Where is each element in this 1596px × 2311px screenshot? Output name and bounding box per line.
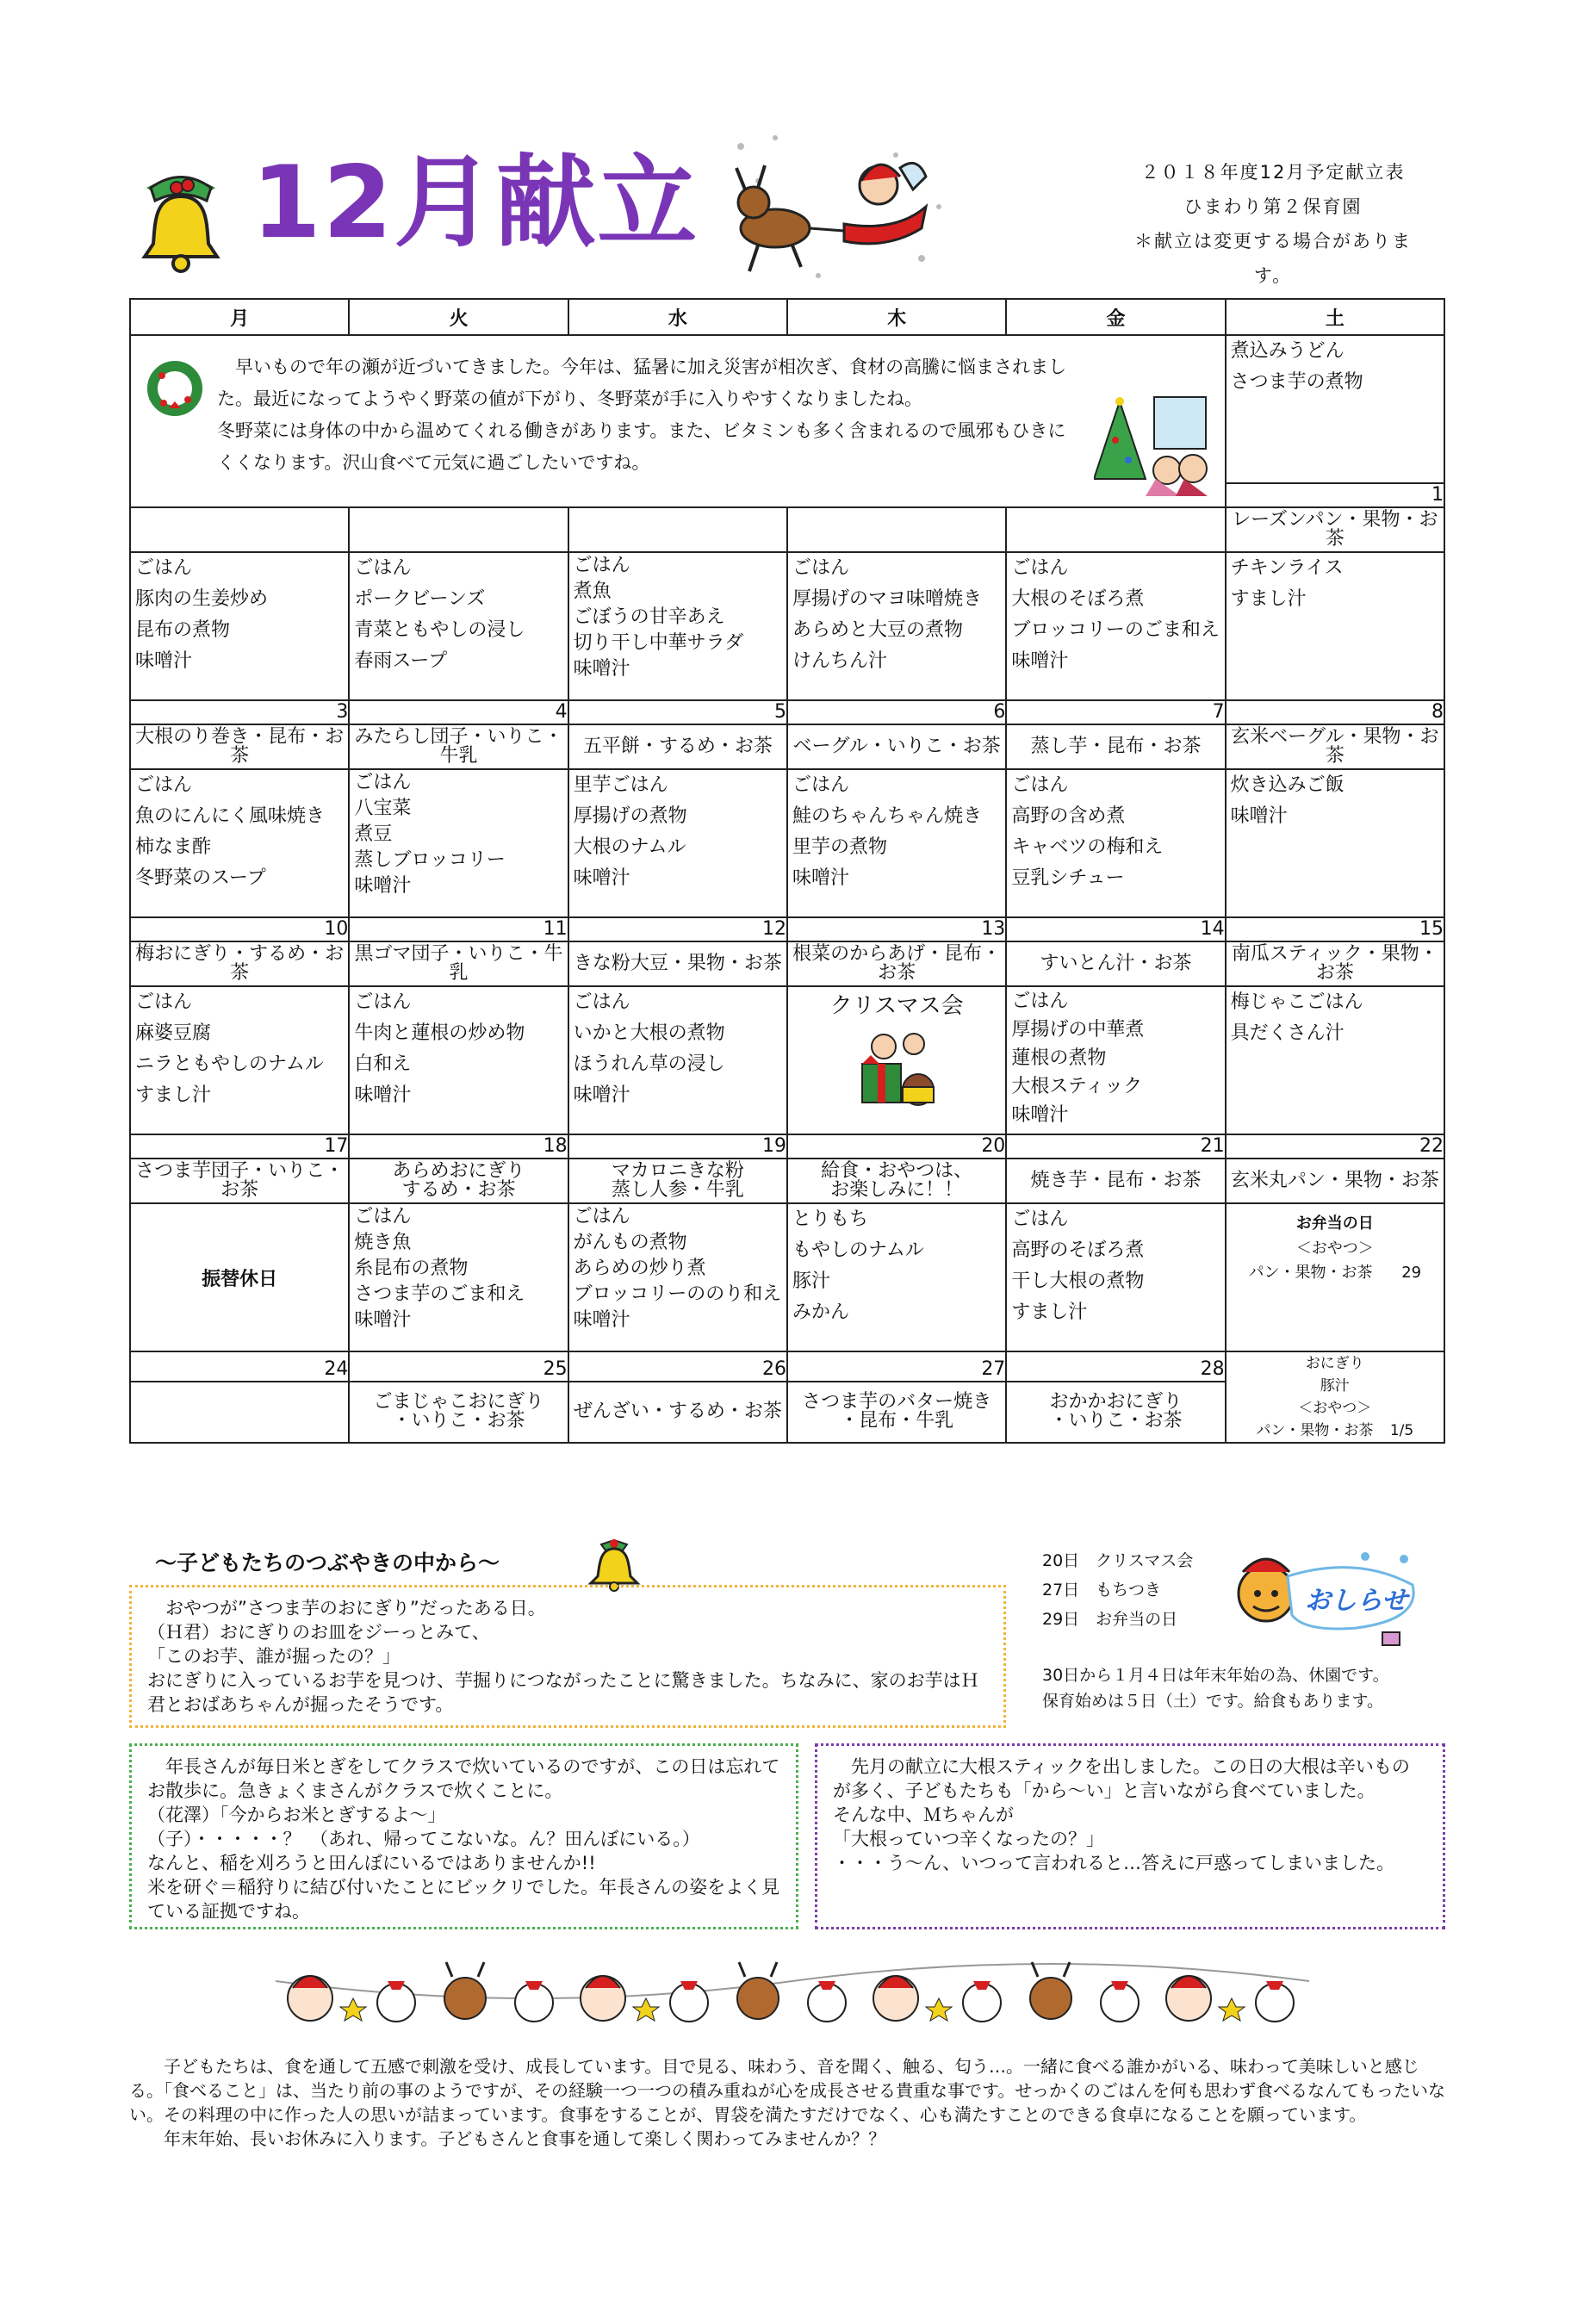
fiscal-year-label: ２０１８年度12月予定献立表	[1140, 162, 1406, 183]
menu-item: がんもの煮物	[573, 1232, 687, 1253]
snack-cell: 梅おにぎり・するめ・お茶	[130, 941, 349, 986]
snack-cell: おかかおにぎり ・いりこ・お茶	[1006, 1382, 1225, 1444]
event-item: 20日 クリスマス会	[1042, 1551, 1194, 1570]
empty-snack-cell	[349, 507, 568, 552]
menu-change-note: ＊献立は変更する場合があります。	[1134, 231, 1412, 286]
oshirase-label: おしらせ	[1305, 1586, 1408, 1616]
weekday-sat: 土	[1226, 299, 1444, 335]
week-1-date-row	[130, 700, 1444, 724]
closing-line: 保育始めは５日（土）です。給食もあります。	[1042, 1692, 1383, 1711]
menu-item: 里芋の煮物	[792, 836, 887, 858]
weekday-tue: 火	[349, 299, 568, 335]
tweet-line: 米を研ぐ＝稲狩りに結び付いたことにビックリでした。年長さんの姿をよく見ている証拠ですね。	[147, 1877, 780, 1922]
week-4-date-row	[130, 1351, 1444, 1382]
date-number: 5	[568, 700, 787, 724]
week-3-snack-row	[130, 1159, 1444, 1203]
menu-item: 煮豆	[354, 823, 393, 845]
menu-cell-dec-1	[1226, 335, 1444, 483]
menu-cell	[349, 552, 568, 700]
menu-item: ごはん	[354, 1206, 412, 1227]
empty-snack-cell	[568, 507, 787, 552]
date-number: 24	[130, 1351, 349, 1382]
menu-item: ごはん	[1011, 991, 1069, 1012]
event-item: 27日 もちつき	[1042, 1581, 1161, 1600]
date-number: 27	[787, 1351, 1006, 1382]
menu-cell	[787, 552, 1006, 700]
week-2-date-row	[130, 917, 1444, 941]
menu-item: 牛肉と蓮根の炒め物	[354, 1022, 525, 1044]
menu-item: 味噌汁	[135, 650, 193, 672]
menu-item: 味噌汁	[573, 867, 630, 889]
date-number: 15	[1226, 917, 1444, 941]
tweet-line: （花澤）「今からお米とぎするよ～」	[147, 1805, 446, 1825]
menu-cell	[349, 986, 568, 1134]
menu-cell	[130, 769, 349, 917]
holiday-label: 振替休日	[202, 1268, 278, 1290]
date-number: 3	[130, 700, 349, 724]
date-number: 1	[1226, 483, 1444, 507]
tweet-line: 先月の献立に大根スティックを出しました。この日の大根は辛いものが多く、子どもたちも「から～い」と言いながら食べていました。	[833, 1756, 1410, 1801]
snack-cell: ベーグル・いりこ・お茶	[787, 724, 1006, 769]
menu-calendar	[129, 298, 1445, 1444]
menu-item: すまし汁	[1230, 588, 1307, 610]
menu-item: 高野のそぼろ煮	[1011, 1239, 1145, 1261]
menu-item: ごはん	[792, 557, 849, 579]
menu-cell	[349, 769, 568, 917]
menu-item: 味噌汁	[573, 1309, 630, 1331]
wreath-icon	[145, 358, 205, 424]
menu-item: 焼き魚	[354, 1232, 412, 1253]
menu-item: 八宝菜	[354, 798, 412, 819]
menu-item: ブロッコリーのごま和え	[1011, 619, 1220, 641]
menu-item: 魚のにんにく風味焼き	[135, 805, 326, 827]
menu-cell	[787, 1203, 1006, 1351]
jan-5-snack: パン・果物・お茶	[1256, 1422, 1374, 1439]
menu-item: キャベツの梅和え	[1011, 836, 1164, 858]
menu-item: 厚揚げの中華煮	[1011, 1019, 1145, 1041]
date-number: 7	[1006, 700, 1225, 724]
snack-cell: きな粉大豆・果物・お茶	[568, 941, 787, 986]
menu-item: ごはん	[354, 772, 412, 793]
menu-item: ごはん	[354, 991, 412, 1013]
weekday-thu: 木	[787, 299, 1006, 335]
date-number: 28	[1006, 1351, 1225, 1382]
header-info	[1118, 155, 1428, 293]
snack-cell: さつま芋のバター焼き ・昆布・牛乳	[787, 1382, 1006, 1444]
menu-item: ブロッコリーののり和え	[573, 1283, 782, 1305]
date-number: 25	[349, 1351, 568, 1382]
menu-item: 白和え	[354, 1053, 412, 1075]
snack-cell: ごまじゃこおにぎり ・いりこ・お茶	[349, 1382, 568, 1444]
footer-paragraph: 子どもたちは、食を通して五感で刺激を受け、成長しています。目で見る、味わう、音を聞く、触る、匂う…。一緒に食べる誰かがいる、味わって美味しいと感じる。「食べること」は、当たり前の事のようですが、その経験一つ一つの積み重ねが心を成長させる貴重な事です。せっかくのごはんを何も思わず食べるなんてもったいない。その料理の中に作った人の思いが詰まっています。食事をすることが、胃袋を満たすだけでなく、心も満たすことのできる食卓になることを願っています。	[129, 2056, 1445, 2125]
menu-cell	[568, 986, 787, 1134]
footer-paragraph: 年末年始、長いお休みに入ります。子どもさんと食事を通して楽しく関わってみませんか？？	[164, 2128, 886, 2149]
week-1-snack-row	[130, 724, 1444, 769]
menu-item: あらめと大豆の煮物	[792, 619, 963, 641]
tweet-line: （子）・・・・・？ （あれ、帰ってこないな。ん？田んぼにいる。）	[147, 1829, 700, 1849]
empty-snack-cell	[130, 1382, 349, 1444]
snack-cell: あらめおにぎり するめ・お茶	[349, 1159, 568, 1203]
week-1-menu-row	[130, 552, 1444, 700]
snack-cell: ぜんざい・するめ・お茶	[568, 1382, 787, 1444]
menu-item: 糸昆布の煮物	[354, 1258, 469, 1279]
intro-text	[131, 336, 1225, 479]
weekday-header-row	[130, 299, 1444, 335]
menu-item: 豚汁	[792, 1270, 830, 1292]
oshirase-badge	[1227, 1546, 1425, 1649]
date-number: 13	[787, 917, 1006, 941]
tweet-line: 年長さんが毎日米とぎをしてクラスで炊いているのですが、この日は忘れてお散歩に。急きょくまさんがクラスで炊くことに。	[147, 1756, 780, 1801]
weekday-mon: 月	[130, 299, 349, 335]
date-number: 22	[1226, 1134, 1444, 1159]
oyatsu-label: ＜おやつ＞	[1298, 1400, 1372, 1417]
menu-item: ごはん	[573, 1206, 630, 1227]
menu-item: ごはん	[1011, 774, 1069, 796]
tweet-line: ・・・う～ん、いつって言われると…答えに戸惑ってしまいました。	[833, 1853, 1395, 1873]
date-number: 20	[787, 1134, 1006, 1159]
oyatsu-label: ＜おやつ＞	[1295, 1239, 1374, 1258]
snack-cell: マカロニきな粉 蒸し人参・牛乳	[568, 1159, 787, 1203]
menu-item: 蒸しブロッコリー	[354, 849, 506, 871]
empty-snack-cell	[1006, 507, 1225, 552]
tweet-box-1	[129, 1585, 1006, 1728]
date-number: 19	[568, 1134, 787, 1159]
menu-cell	[1006, 769, 1225, 917]
christmas-tree-illustration	[1094, 393, 1214, 501]
menu-item: ごはん	[1011, 1208, 1069, 1230]
menu-cell	[349, 1203, 568, 1351]
tweet-line: そんな中、Ｍちゃんが	[833, 1805, 1014, 1825]
menu-item: 昆布の煮物	[135, 619, 231, 641]
date-number: 21	[1006, 1134, 1225, 1159]
menu-item: 切り干し中華サラダ	[573, 632, 744, 654]
menu-item: 味噌汁	[1230, 805, 1288, 827]
menu-item: ごぼうの甘辛あえ	[573, 606, 725, 628]
nursery-name: ひまわり第２保育園	[1183, 196, 1363, 217]
closing-notice	[1042, 1662, 1389, 1714]
menu-item: ごはん	[135, 557, 193, 579]
empty-snack-cell	[787, 507, 1006, 552]
footer-text	[129, 2054, 1445, 2151]
tweet-line: おやつが”さつま芋のおにぎり”だったある日。	[165, 1598, 546, 1618]
menu-cell	[130, 986, 349, 1134]
date-number: 17	[130, 1134, 349, 1159]
menu-item: けんちん汁	[792, 650, 887, 672]
menu-item: 大根のナムル	[573, 836, 686, 858]
menu-item: 煮込みうどん	[1230, 340, 1344, 362]
menu-item: 味噌汁	[354, 1309, 412, 1331]
menu-item: 味噌汁	[354, 1084, 412, 1106]
week-3-date-row	[130, 1134, 1444, 1159]
week-3-menu-row	[130, 986, 1444, 1134]
week-2-menu-row	[130, 769, 1444, 917]
christmas-present-illustration	[788, 1025, 1005, 1116]
menu-item: ごはん	[573, 555, 630, 576]
christmas-garland-decoration	[276, 1955, 1309, 2045]
menu-item: 鮭のちゃんちゃん焼き	[792, 805, 982, 827]
date-number: 11	[349, 917, 568, 941]
closing-line: 30日から１月４日は年末年始の為、休園です。	[1042, 1666, 1389, 1685]
menu-item: 梅じゃこごはん	[1230, 991, 1363, 1013]
date-number: 6	[787, 700, 1006, 724]
menu-item: ごはん	[135, 991, 193, 1013]
date-number: 26	[568, 1351, 787, 1382]
menu-cell	[568, 1203, 787, 1351]
menu-item: 煮魚	[573, 581, 612, 602]
menu-item: 高野の含め煮	[1011, 805, 1126, 827]
event-item: 29日 お弁当の日	[1042, 1610, 1178, 1629]
menu-item: 味噌汁	[573, 1084, 630, 1106]
intro-paragraph: 早いもので年の瀬が近づいてきました。今年は、猛暑に加え災害が相次ぎ、食材の高騰に悩まされました。最近になってようやく野菜の値が下がり、冬野菜が手に入りやすくなりましたね。	[217, 357, 1067, 409]
date-number: 12	[568, 917, 787, 941]
menu-item: ごはん	[354, 557, 412, 579]
tweet-box-3	[815, 1743, 1445, 1929]
tweet-line: 「このお芋、誰が掘ったの？」	[147, 1646, 401, 1667]
menu-item: ほうれん草の浸し	[573, 1053, 725, 1075]
menu-cell	[1006, 1203, 1225, 1351]
menu-item: 冬野菜のスープ	[135, 867, 266, 889]
tweets-heading: ～子どもたちのつぶやきの中から～	[155, 1550, 500, 1575]
menu-item: 味噌汁	[1011, 650, 1069, 672]
snack-cell: レーズンパン・果物・お茶	[1226, 507, 1444, 552]
snack-cell: 玄米ベーグル・果物・お茶	[1226, 724, 1444, 769]
menu-item: とりもち	[792, 1208, 868, 1230]
bento-day-label: お弁当の日	[1295, 1215, 1374, 1233]
menu-item: 大根スティック	[1011, 1076, 1143, 1097]
menu-item: ニラともやしのナムル	[135, 1053, 324, 1075]
menu-item: すまし汁	[135, 1084, 212, 1106]
menu-cell	[787, 769, 1006, 917]
menu-item: ごはん	[792, 774, 849, 796]
menu-cell	[1006, 986, 1225, 1134]
jan-5-menu-item: おにぎり	[1305, 1355, 1364, 1372]
bell-icon	[129, 162, 233, 277]
sat-29-snack-line	[1226, 1261, 1444, 1285]
tweet-line: 「大根っていつ辛くなったの？」	[833, 1829, 1104, 1849]
snack-cell: 焼き芋・昆布・お茶	[1006, 1159, 1225, 1203]
week-4-menu-row	[130, 1203, 1444, 1351]
date-number: 8	[1226, 700, 1444, 724]
menu-item: 干し大根の煮物	[1011, 1270, 1145, 1292]
snack-cell: 五平餅・するめ・お茶	[568, 724, 787, 769]
weekday-fri: 金	[1006, 299, 1225, 335]
snack-cell: みたらし団子・いりこ・牛乳	[349, 724, 568, 769]
menu-cell	[1226, 986, 1444, 1134]
menu-item: 大根のそぼろ煮	[1011, 588, 1145, 610]
christmas-party-cell	[787, 986, 1006, 1134]
snack-cell: 大根のり巻き・昆布・お茶	[130, 724, 349, 769]
menu-item: 豆乳シチュー	[1011, 867, 1125, 889]
snack-cell: さつま芋団子・いりこ・お茶	[130, 1159, 349, 1203]
santa-sleigh-illustration	[723, 129, 947, 288]
sat-29-snack: パン・果物・お茶	[1248, 1264, 1373, 1282]
snack-cell: すいとん汁・お茶	[1006, 941, 1225, 986]
snack-cell: 根菜のからあげ・昆布・お茶	[787, 941, 1006, 986]
menu-item: 里芋ごはん	[573, 774, 668, 796]
menu-item: ごはん	[573, 991, 630, 1013]
menu-cell	[130, 552, 349, 700]
sat-29-cell	[1226, 1203, 1444, 1351]
menu-item: いかと大根の煮物	[573, 1022, 725, 1044]
menu-item: もやしのナムル	[792, 1239, 924, 1261]
menu-item: 柿なま酢	[135, 836, 212, 858]
menu-item: 蓮根の煮物	[1011, 1047, 1107, 1069]
tweet-line: （Ｈ君）おにぎりのお皿をジーっとみて、	[147, 1622, 490, 1643]
intro-paragraph: 冬野菜には身体の中から温めてくれる働きがあります。また、ビタミンも多く含まれるので風邪もひきにくくなります。沢山食べて元気に過ごしたいですね。	[217, 420, 1066, 473]
jan-5-menu-item: 豚汁	[1320, 1377, 1350, 1395]
menu-item: 炊き込みご飯	[1230, 774, 1344, 796]
jan-5-cell	[1226, 1351, 1444, 1443]
menu-item: あらめの炒り煮	[573, 1258, 706, 1279]
tweet-line: おにぎりに入っているお芋を見つけ、芋掘りにつながったことに驚きました。ちなみに、家のお芋はＨ君とおばあちゃんが掘ったそうです。	[147, 1670, 979, 1715]
menu-item: 厚揚げの煮物	[573, 805, 687, 827]
menu-item: 味噌汁	[354, 875, 412, 897]
intro-cell	[130, 335, 1226, 507]
menu-cell	[1226, 769, 1444, 917]
menu-item: ポークビーンズ	[354, 588, 486, 610]
date-number: 4	[349, 700, 568, 724]
menu-item: ごはん	[135, 774, 193, 796]
menu-cell	[1226, 552, 1444, 700]
date-number: 10	[130, 917, 349, 941]
date-number: 14	[1006, 917, 1225, 941]
menu-item: 麻婆豆腐	[135, 1022, 212, 1044]
snack-cell: 黒ゴマ団子・いりこ・牛乳	[349, 941, 568, 986]
menu-item: すまし汁	[1011, 1301, 1088, 1323]
menu-item: 豚肉の生姜炒め	[135, 588, 269, 610]
holiday-cell	[130, 1203, 349, 1351]
weekday-wed: 水	[568, 299, 787, 335]
menu-item: さつま芋のごま和え	[354, 1283, 525, 1305]
date-number: 29	[1401, 1264, 1422, 1282]
menu-cell	[568, 552, 787, 700]
snack-cell: 蒸し芋・昆布・お茶	[1006, 724, 1225, 769]
date-number: 18	[349, 1134, 568, 1159]
menu-item: チキンライス	[1230, 557, 1344, 579]
tweet-line: なんと、稲を刈ろうと田んぼにいるではありませんか!!	[147, 1853, 596, 1873]
week-2-snack-row	[130, 941, 1444, 986]
menu-item: 春雨スープ	[354, 650, 448, 672]
menu-cell	[1006, 552, 1225, 700]
empty-snack-cell	[130, 507, 349, 552]
menu-item: 味噌汁	[792, 867, 849, 889]
menu-item: 具だくさん汁	[1230, 1022, 1344, 1044]
menu-item: みかん	[792, 1301, 849, 1323]
christmas-party-label: クリスマス会	[829, 993, 964, 1019]
menu-item: 青菜ともやしの浸し	[354, 619, 525, 641]
page-title: 12月献立	[252, 145, 699, 261]
date-number: 1/5	[1389, 1422, 1414, 1439]
jan-5-snack-line	[1226, 1420, 1444, 1442]
events-list	[1042, 1546, 1193, 1634]
snack-cell: 南瓜スティック・果物・お茶	[1226, 941, 1444, 986]
menu-item: さつま芋の煮物	[1230, 371, 1363, 393]
snack-cell: 玄米丸パン・果物・お茶	[1226, 1159, 1444, 1203]
menu-item: 味噌汁	[1011, 1104, 1069, 1126]
menu-item: 厚揚げのマヨ味噌焼き	[792, 588, 982, 610]
snack-cell: 給食・おやつは、 お楽しみに！！	[787, 1159, 1006, 1203]
menu-item: 味噌汁	[573, 658, 630, 680]
menu-item: ごはん	[1011, 557, 1069, 579]
tweet-box-2	[129, 1743, 798, 1929]
menu-cell	[568, 769, 787, 917]
